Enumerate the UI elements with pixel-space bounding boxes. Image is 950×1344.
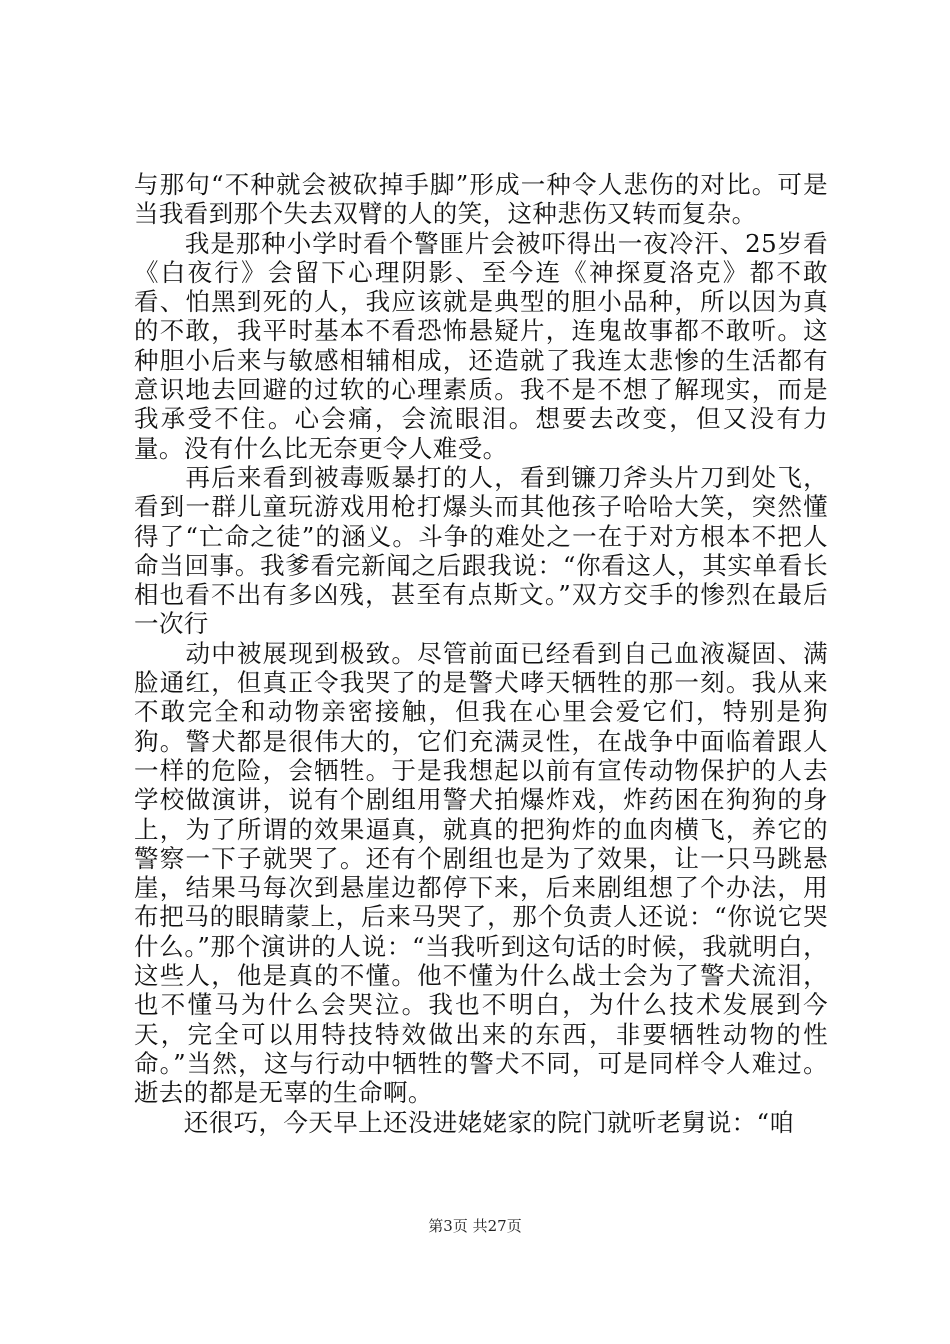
paragraph-1: 与那句“不种就会被砍掉手脚”形成一种令人悲伤的对比。可是当我看到那个失去双臂的人的笑，这种悲伤又转而复杂。 (134, 170, 828, 229)
page-number-footer: 第3页 共27页 (428, 1217, 522, 1235)
paragraph-2: 我是那种小学时看个警匪片会被吓得出一夜冷汗、25岁看《白夜行》会留下心理阴影、至今连《神探夏洛克》都不敢看、怕黑到死的人，我应该就是典型的胆小品种，所以因为真的不敢，我平时基本不看恐怖悬疑片，连鬼故事都不敢听。这种胆小后来与敏感相辅相成，还造就了我连太悲惨的生活都有意识地去回避的过软的心理素质。我不是不想了解现实，而是我承受不住。心会痛，会流眼泪。想要去改变，但又没有力量。没有什么比无奈更令人难受。 (134, 228, 828, 463)
document-body (134, 170, 828, 1137)
paragraph-4: 动中被展现到极致。尽管前面已经看到自己血液凝固、满脸通红，但真正令我哭了的是警犬哮天牺牲的那一刻。我从来不敢完全和动物亲密接触，但我在心里会爱它们，特别是狗狗。警犬都是很伟大的，它们充满灵性，在战争中面临着跟人一样的危险，会牺牲。于是我想起以前有宣传动物保护的人去学校做演讲，说有个剧组用警犬拍爆炸戏，炸药困在狗狗的身上，为了所谓的效果逼真，就真的把狗炸的血肉横飞，养它的警察一下子就哭了。还有个剧组也是为了效果，让一只马跳悬崖，结果马每次到悬崖边都停下来，后来剧组想了个办法，用布把马的眼睛蒙上，后来马哭了，那个负责人还说：“你说它哭什么。”那个演讲的人说：“当我听到这句话的时候，我就明白，这些人，他是真的不懂。他不懂为什么战士会为了警犬流泪，也不懂马为什么会哭泣。我也不明白，为什么技术发展到今天，完全可以用特技特效做出来的东西，非要牺牲动物的性命。”当然，这与行动中牺牲的警犬不同，可是同样令人难过。逝去的都是无辜的生命啊。 (134, 638, 828, 1108)
paragraph-3: 再后来看到被毒贩暴打的人，看到镰刀斧头片刀到处飞，看到一群儿童玩游戏用枪打爆头而其他孩子哈哈大笑，突然懂得了“亡命之徒”的涵义。斗争的难处之一在于对方根本不把人命当回事。我爹看完新闻之后跟我说：“你看这人，其实单看长相也看不出有多凶残，甚至有点斯文。”双方交手的惨烈在最后一次行 (134, 462, 828, 639)
paragraph-5: 还很巧，今天早上还没进姥姥家的院门就听老舅说：“咱 (134, 1107, 795, 1137)
